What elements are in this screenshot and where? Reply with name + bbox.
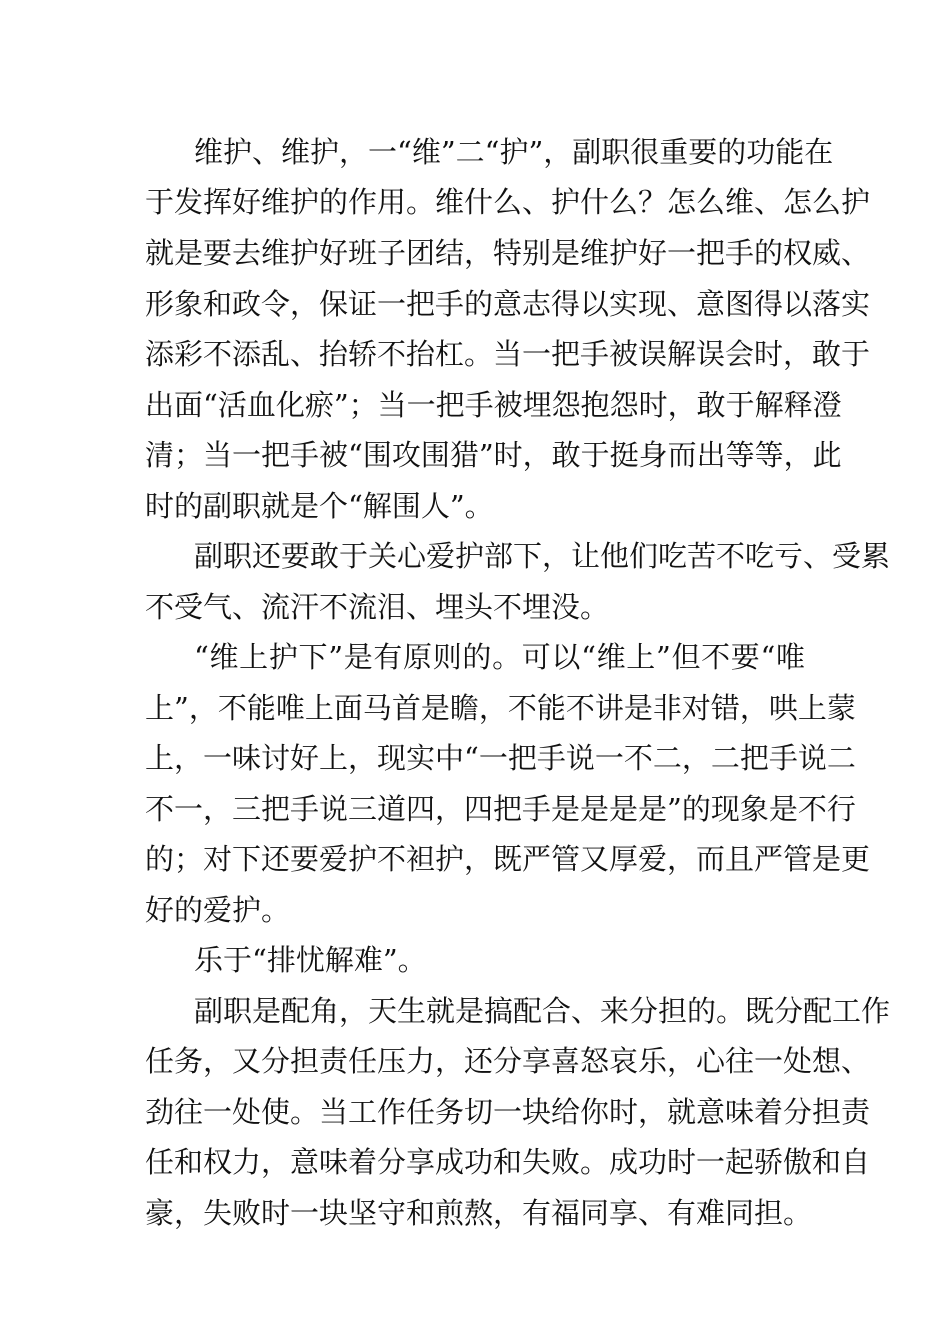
paragraph-line: 就是要去维护好班子团结，特别是维护好一把手的权威、 — [145, 236, 871, 270]
paragraph-line: 清；当一把手被“围攻围猎”时，敢于挺身而出等等，此 — [145, 438, 842, 472]
paragraph-line: 时的副职就是个“解围人”。 — [145, 489, 494, 523]
paragraph-line: 不受气、流汗不流泪、埋头不埋没。 — [145, 590, 610, 624]
paragraph-line: 添彩不添乱、抬轿不抬杠。当一把手被误解误会时，敢于 — [145, 337, 871, 371]
paragraph-line: 副职是配角，天生就是搞配合、来分担的。既分配工作 — [194, 994, 891, 1028]
paragraph-line: 劲往一处使。当工作任务切一块给你时，就意味着分担责 — [145, 1095, 871, 1129]
paragraph-line: 任和权力，意味着分享成功和失败。成功时一起骄傲和自 — [145, 1145, 871, 1179]
paragraph-line: 上”，不能唯上面马首是瞻，不能不讲是非对错，哄上蒙 — [145, 691, 856, 725]
paragraph-line: 不一，三把手说三道四，四把手是是是是”的现象是不行 — [145, 792, 856, 826]
section-heading: 乐于“排忧解难”。 — [194, 943, 427, 977]
paragraph-line: 的；对下还要爱护不袒护，既严管又厚爱，而且严管是更 — [145, 842, 871, 876]
paragraph-line: 形象和政令，保证一把手的意志得以实现、意图得以落实 — [145, 287, 871, 321]
paragraph-line: 好的爱护。 — [145, 893, 291, 927]
paragraph-line: 维护、维护，一“维”二“护”，副职很重要的功能在 — [194, 135, 834, 169]
paragraph-line: 豪，失败时一块坚守和煎熬，有福同享、有难同担。 — [145, 1196, 813, 1230]
paragraph-line: 于发挥好维护的作用。维什么、护什么？怎么维、怎么护 — [145, 185, 871, 219]
paragraph-line: “维上护下”是有原则的。可以“维上”但不要“唯 — [194, 640, 805, 674]
paragraph-line: 出面“活血化瘀”；当一把手被埋怨抱怨时，敢于解释澄 — [145, 388, 842, 422]
paragraph-line: 副职还要敢于关心爱护部下，让他们吃苦不吃亏、受累 — [194, 539, 891, 573]
paragraph-line: 任务，又分担责任压力，还分享喜怒哀乐，心往一处想、 — [145, 1044, 871, 1078]
paragraph-line: 上，一味讨好上，现实中“一把手说一不二，二把手说二 — [145, 741, 856, 775]
